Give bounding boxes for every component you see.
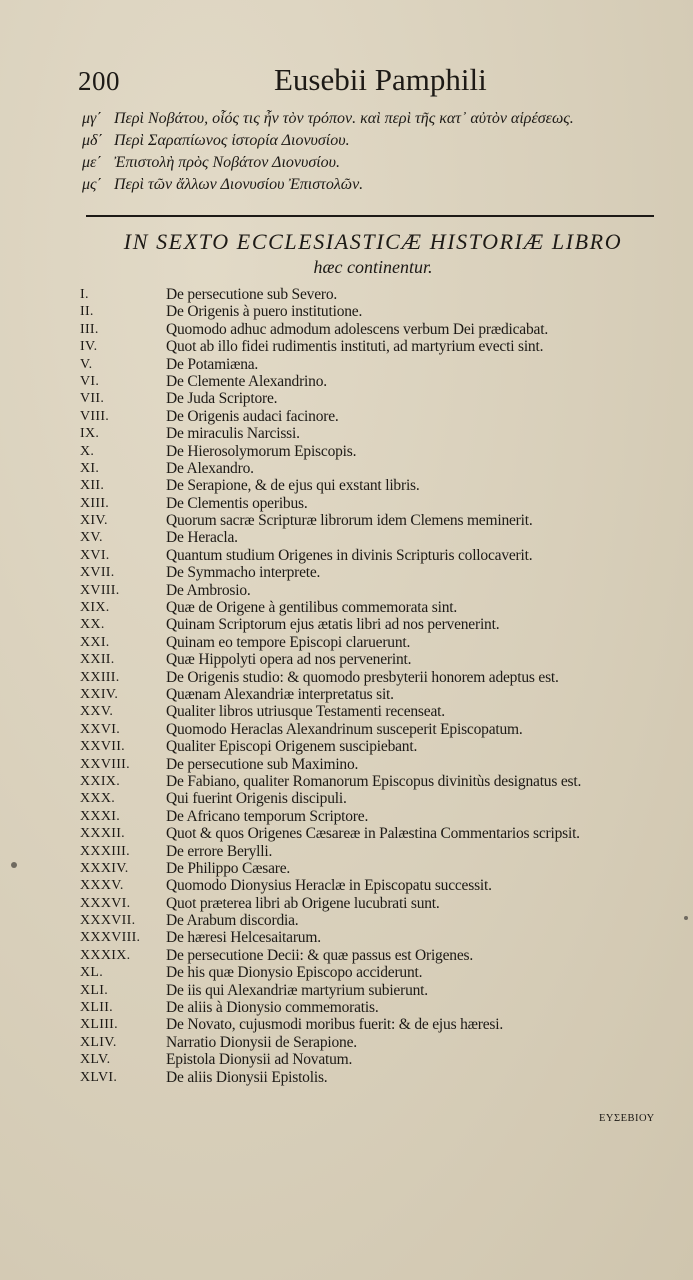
chapter-number: VIII. bbox=[80, 408, 110, 424]
greek-chapter-title: Περὶ Νοβάτου, οἷός τις ἦν τὸν τρόπον. καὶ περὶ τῆς κατ᾽ αὐτὸν αἱρέσεως. bbox=[114, 110, 574, 127]
chapter-row bbox=[80, 304, 660, 321]
chapter-row bbox=[80, 600, 660, 617]
chapter-title: De Alexandro. bbox=[166, 459, 254, 477]
chapter-number: XV. bbox=[80, 530, 103, 546]
chapter-row bbox=[80, 339, 660, 356]
chapter-number: XXVIII. bbox=[80, 756, 130, 772]
chapter-title: De Origenis audaci facinore. bbox=[166, 407, 339, 425]
chapter-number: XLIV. bbox=[80, 1034, 117, 1050]
chapter-title: Quot ab illo fidei rudimentis instituti, ad martyrium evecti sint. bbox=[166, 338, 544, 356]
chapter-number: XXXIV. bbox=[80, 860, 129, 876]
chapter-number: XLI. bbox=[80, 982, 109, 998]
greek-chapter-number: μγ΄ bbox=[82, 110, 102, 127]
paper-spot bbox=[684, 916, 688, 920]
chapter-number: VII. bbox=[80, 391, 105, 407]
chapter-title: Epistola Dionysii ad Novatum. bbox=[166, 1051, 353, 1069]
chapter-title: De persecutione Decii: & quæ passus est Origenes. bbox=[166, 946, 474, 964]
chapter-title: De Novato, cujusmodi moribus fuerit: & de ejus hæresi. bbox=[166, 1016, 504, 1034]
chapter-title: Quot præterea libri ab Origene lucubrati sunt. bbox=[166, 894, 440, 912]
chapter-row bbox=[80, 791, 660, 808]
chapter-number: I. bbox=[80, 287, 89, 302]
chapter-title: Quot & quos Origenes Cæsareæ in Palæstina Commentarios scripsit. bbox=[166, 825, 580, 843]
chapter-number: XLV. bbox=[80, 1052, 111, 1068]
chapter-number: II. bbox=[80, 304, 94, 320]
chapter-title: De Arabum discordia. bbox=[166, 912, 299, 930]
chapter-row bbox=[80, 704, 660, 721]
chapter-row bbox=[80, 774, 660, 791]
chapter-title: De Africano temporum Scriptore. bbox=[166, 807, 369, 825]
chapter-row bbox=[80, 461, 660, 478]
chapter-number: XXXV. bbox=[80, 878, 124, 894]
greek-chapter-title: Ἐπιστολὴ πρὸς Νοβάτον Διονυσίου. bbox=[114, 154, 341, 171]
chapter-title: Quinam Scriptorum ejus ætatis libri ad nos pervenerint. bbox=[166, 616, 500, 634]
chapter-row bbox=[80, 930, 660, 947]
chapter-row bbox=[80, 1000, 660, 1017]
chapter-row bbox=[80, 426, 660, 443]
chapter-title: De Origenis studio: & quomodo presbyterii honorem adeptus est. bbox=[166, 668, 559, 686]
chapter-title: De aliis Dionysii Epistolis. bbox=[166, 1068, 328, 1086]
chapter-title: Quæ Hippolyti opera ad nos pervenerint. bbox=[166, 651, 412, 669]
chapter-row bbox=[80, 965, 660, 982]
chapter-number: XII. bbox=[80, 478, 105, 494]
chapter-row bbox=[80, 896, 660, 913]
chapter-title: De Juda Scriptore. bbox=[166, 390, 278, 408]
chapter-row bbox=[80, 374, 660, 391]
section-heading bbox=[78, 229, 668, 278]
chapter-row bbox=[80, 565, 660, 582]
chapter-number: XXIX. bbox=[80, 773, 120, 789]
chapter-number: XXXII. bbox=[80, 826, 125, 842]
chapter-row bbox=[80, 496, 660, 513]
chapter-number: XVI. bbox=[80, 547, 110, 563]
chapter-title: De Serapione, & de ejus qui exstant libris. bbox=[166, 477, 420, 495]
chapter-row bbox=[80, 1035, 660, 1052]
chapter-title: De Heracla. bbox=[166, 529, 238, 547]
chapter-title: De Origenis à puero institutione. bbox=[166, 303, 363, 321]
chapter-title: De Ambrosio. bbox=[166, 581, 251, 599]
chapter-row bbox=[80, 739, 660, 756]
chapter-number: XLVI. bbox=[80, 1069, 118, 1085]
page-number: 200 bbox=[78, 66, 120, 96]
chapter-row bbox=[80, 722, 660, 739]
chapter-row bbox=[80, 478, 660, 495]
chapter-title: De Clementis operibus. bbox=[166, 494, 308, 512]
chapter-number: XXI. bbox=[80, 634, 110, 650]
chapter-title: De hæresi Helcesaitarum. bbox=[166, 929, 321, 947]
chapter-title: De Philippo Cæsare. bbox=[166, 859, 291, 877]
greek-chapter-number: μς΄ bbox=[82, 176, 102, 193]
chapter-row bbox=[80, 826, 660, 843]
chapter-number: X. bbox=[80, 443, 95, 459]
chapter-number: XXXVII. bbox=[80, 913, 136, 929]
chapter-number: XXVII. bbox=[80, 739, 125, 755]
chapter-number: XXVI. bbox=[80, 721, 120, 737]
chapter-title: De persecutione sub Severo. bbox=[166, 286, 338, 303]
chapter-number: XLII. bbox=[80, 1000, 113, 1016]
chapter-title: Quomodo Dionysius Heraclæ in Episcopatu successit. bbox=[166, 877, 492, 895]
chapter-row bbox=[80, 878, 660, 895]
chapter-title: Qualiter Episcopi Origenem suscipiebant. bbox=[166, 738, 418, 756]
chapter-title: De Symmacho interprete. bbox=[166, 564, 321, 582]
chapter-title: De errore Berylli. bbox=[166, 842, 273, 860]
running-title: Eusebii Pamphili bbox=[274, 62, 487, 97]
chapter-row bbox=[80, 635, 660, 652]
chapter-number: XXIII. bbox=[80, 669, 120, 685]
chapter-row bbox=[80, 1052, 660, 1069]
chapter-row bbox=[80, 913, 660, 930]
chapter-row bbox=[80, 861, 660, 878]
chapter-number: XIII. bbox=[80, 495, 110, 511]
chapter-row bbox=[80, 948, 660, 965]
chapter-title: De persecutione sub Maximino. bbox=[166, 755, 359, 773]
chapter-number: IV. bbox=[80, 339, 98, 355]
chapter-title: Qui fuerint Origenis discipuli. bbox=[166, 790, 347, 808]
chapter-number: IX. bbox=[80, 426, 100, 442]
chapter-title: De Clemente Alexandrino. bbox=[166, 372, 327, 390]
chapter-number: XI. bbox=[80, 460, 100, 476]
greek-chapter-list bbox=[82, 110, 642, 198]
section-heading-title: IN SEXTO ECCLESIASTICÆ HISTORIÆ LIBRO bbox=[123, 229, 623, 254]
chapter-number: V. bbox=[80, 356, 93, 372]
chapter-title: Quænam Alexandriæ interpretatus sit. bbox=[166, 685, 394, 703]
chapter-title: Quorum sacræ Scripturæ librorum idem Clemens meminerit. bbox=[166, 512, 533, 530]
chapter-title: De iis qui Alexandriæ martyrium subierunt. bbox=[166, 981, 428, 999]
section-divider bbox=[86, 215, 654, 217]
chapter-row bbox=[80, 548, 660, 565]
chapter-title: Quantum studium Origenes in divinis Scripturis collocaverit. bbox=[166, 546, 533, 564]
chapter-row bbox=[80, 357, 660, 374]
chapter-title: De Fabiano, qualiter Romanorum Episcopus divinitùs designatus est. bbox=[166, 772, 582, 790]
chapter-row bbox=[80, 583, 660, 600]
chapter-number: XXXI. bbox=[80, 808, 120, 824]
chapter-number: XVIII. bbox=[80, 582, 120, 598]
chapter-number: XXV. bbox=[80, 704, 114, 720]
chapter-number: XXXVIII. bbox=[80, 930, 141, 946]
chapter-row bbox=[80, 757, 660, 774]
chapter-row bbox=[80, 652, 660, 669]
chapter-title: Quinam eo tempore Episcopi claruerunt. bbox=[166, 633, 411, 651]
greek-chapter-row bbox=[82, 110, 642, 132]
chapter-row bbox=[80, 1070, 660, 1087]
chapter-row bbox=[80, 391, 660, 408]
chapter-number: XXXIX. bbox=[80, 947, 131, 963]
chapter-title: De Potamiæna. bbox=[166, 355, 259, 373]
chapter-row bbox=[80, 687, 660, 704]
chapter-row bbox=[80, 530, 660, 547]
greek-chapter-row bbox=[82, 132, 642, 154]
chapter-row bbox=[80, 844, 660, 861]
chapter-number: XLIII. bbox=[80, 1017, 118, 1033]
greek-chapter-row bbox=[82, 176, 642, 198]
chapter-row bbox=[80, 287, 660, 304]
chapter-number: XVII. bbox=[80, 565, 115, 581]
chapter-title: De Hierosolymorum Episcopis. bbox=[166, 442, 357, 460]
chapter-title: Quomodo adhuc admodum adolescens verbum Dei prædicabat. bbox=[166, 320, 548, 338]
paper-spot bbox=[11, 862, 17, 868]
chapter-title: De his quæ Dionysio Episcopo acciderunt. bbox=[166, 964, 423, 982]
chapter-row bbox=[80, 809, 660, 826]
greek-chapter-title: Περὶ Σαραπίωνος ἱστορία Διονυσίου. bbox=[114, 132, 350, 149]
chapter-title: Quomodo Heraclas Alexandrinum susceperit Episcopatum. bbox=[166, 720, 523, 738]
catchword: ΕΥΣΕΒΙΟΥ bbox=[599, 1113, 655, 1124]
chapter-title: De miraculis Narcissi. bbox=[166, 425, 300, 443]
chapter-number: XIV. bbox=[80, 513, 108, 529]
chapter-number: XXII. bbox=[80, 652, 115, 668]
chapter-row bbox=[80, 444, 660, 461]
chapter-number: XX. bbox=[80, 617, 105, 633]
greek-chapter-row bbox=[82, 154, 642, 176]
chapter-number: XXXIII. bbox=[80, 843, 130, 859]
chapter-number: XXXVI. bbox=[80, 895, 131, 911]
chapter-number: III. bbox=[80, 321, 99, 337]
chapter-number: XIX. bbox=[80, 600, 110, 616]
chapter-number: VI. bbox=[80, 373, 100, 389]
chapter-row bbox=[80, 1017, 660, 1034]
chapter-row bbox=[80, 409, 660, 426]
chapter-list bbox=[80, 287, 660, 1087]
section-heading-subtitle: hæc continentur. bbox=[313, 257, 433, 277]
chapter-number: XXX. bbox=[80, 791, 116, 807]
chapter-row bbox=[80, 617, 660, 634]
chapter-number: XXIV. bbox=[80, 686, 119, 702]
chapter-number: XL. bbox=[80, 965, 104, 981]
greek-chapter-number: μδ΄ bbox=[82, 132, 103, 149]
chapter-title: Qualiter libros utriusque Testamenti recenseat. bbox=[166, 703, 445, 721]
chapter-row bbox=[80, 983, 660, 1000]
chapter-row bbox=[80, 513, 660, 530]
chapter-title: Quæ de Origene à gentilibus commemorata sint. bbox=[166, 599, 458, 617]
chapter-row bbox=[80, 670, 660, 687]
greek-chapter-number: με΄ bbox=[82, 154, 102, 171]
chapter-title: Narratio Dionysii de Serapione. bbox=[166, 1033, 357, 1051]
chapter-title: De aliis à Dionysio commemoratis. bbox=[166, 999, 379, 1017]
greek-chapter-title: Περὶ τῶν ἄλλων Διονυσίου Ἐπιστολῶν. bbox=[114, 176, 364, 193]
chapter-row bbox=[80, 322, 660, 339]
